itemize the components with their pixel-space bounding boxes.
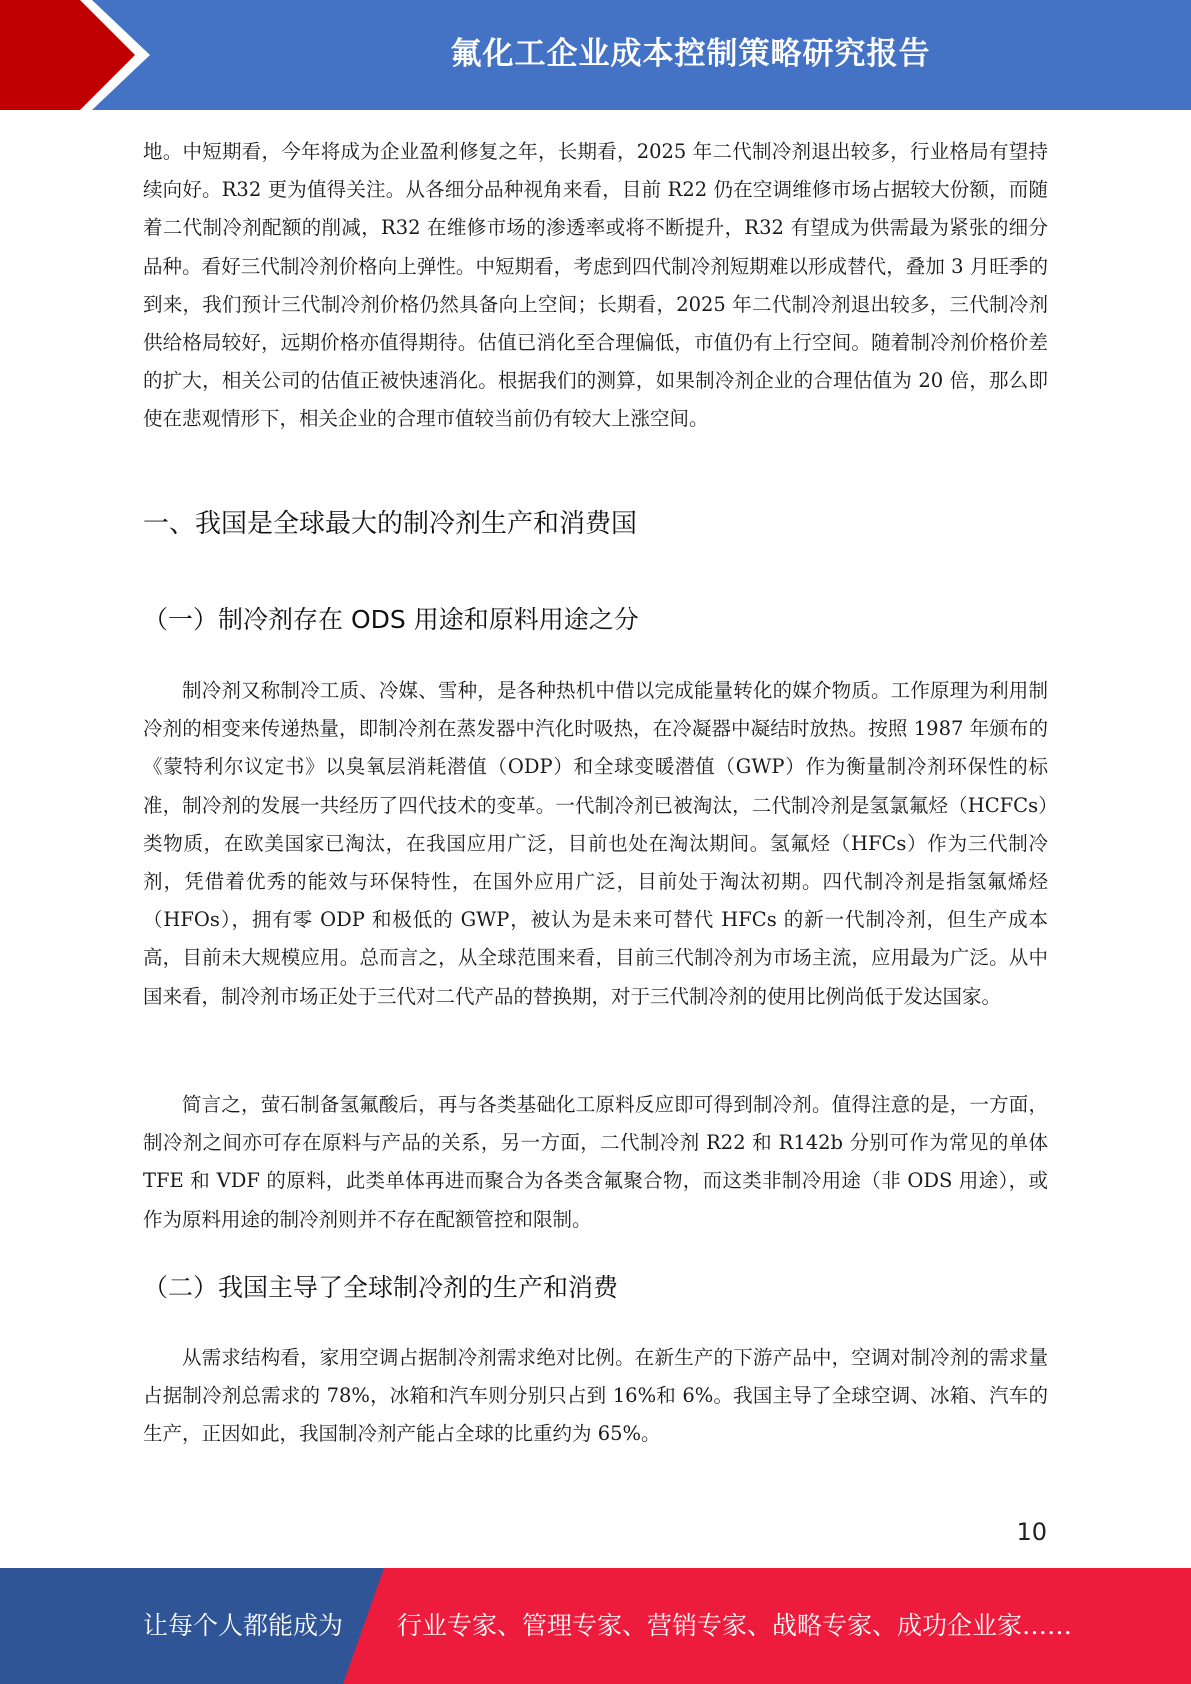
subsection-heading-1: （一）制冷剂存在 ODS 用途和原料用途之分 — [143, 605, 639, 634]
paragraph-refrigerant-definition: 制冷剂又称制冷工质、冷媒、雪种，是各种热机中借以完成能量转化的媒介物质。工作原理为利用制冷剂的相变来传递热量，即制冷剂在蒸发器中汽化时吸热，在冷凝器中凝结时放热。按照 1987 年颁布的《蒙特利尔议定书》以臭氧层消耗潜值（ODP）和全球变暖潜值（GWP）作为衡量制冷剂环保性的标准，制冷剂的发展一共经历了四代技术的变革。一代制冷剂已被淘汰，二代制冷剂是氢氯氟烃（HCFCs）类物质，在欧美国家已淘汰，在我国应用广泛，目前也处在淘汰期间。氢氟烃（HFCs）作为三代制冷剂，凭借着优秀的能效与环保特性，在国外应用广泛，目前处于淘汰初期。四代制冷剂是指氢氟烯烃（HFOs），拥有零 ODP 和极低的 GWP，被认为是未来可替代 HFCs 的新一代制冷剂，但生产成本高，目前未大规模应用。总而言之，从全球范围来看，目前三代制冷剂为市场主流，应用最为广泛。从中国来看，制冷剂市场正处于三代对二代产品的替换期，对于三代制冷剂的使用比例尚低于发达国家。 — [143, 679, 1048, 1008]
subsection-1-text-2 — [143, 1086, 1048, 1239]
report-title: 氟化工企业成本控制策略研究报告 — [450, 35, 931, 72]
page-header — [0, 0, 1191, 110]
footer-slogan-right: 行业专家、管理专家、营销专家、战略专家、成功企业家…… — [397, 1611, 1073, 1640]
subsection-1-text — [143, 672, 1048, 1016]
footer-slogan-left: 让每个人都能成为 — [143, 1611, 344, 1640]
paragraph-intro: 地。中短期看，今年将成为企业盈利修复之年，长期看，2025 年二代制冷剂退出较多，行业格局有望持续向好。R32 更为值得关注。从各细分品种视角来看，目前 R22 仍在空调维修市场占据较大份额，而随着二代制冷剂配额的削减，R32 在维修市场的渗透率或将不断提升，R32 有望成为供需最为紧张的细分品种。看好三代制冷剂价格向上弹性。中短期看，考虑到四代制冷剂短期难以形成替代，叠加 3 月旺季的到来，我们预计三代制冷剂价格仍然具备向上空间；长期看，2025 年二代制冷剂退出较多，三代制冷剂供给格局较好，远期价格亦值得期待。估值已消化至合理偏低，市值仍有上行空间。随着制冷剂价格价差的扩大，相关公司的估值正被快速消化。根据我们的测算，如果制冷剂企业的合理估值为 20 倍，那么即使在悲观情形下，相关企业的合理市值较当前仍有较大上涨空间。 — [143, 140, 1048, 431]
page-number: 10 — [1016, 1518, 1047, 1546]
page-footer — [0, 1568, 1191, 1684]
section-heading-1: 一、我国是全球最大的制冷剂生产和消费国 — [143, 509, 638, 539]
header-chevron-decoration — [0, 0, 150, 110]
paragraph-raw-material-use: 简言之，萤石制备氢氟酸后，再与各类基础化工原料反应即可得到制冷剂。值得注意的是，一方面，制冷剂之间亦可存在原料与产品的关系，另一方面，二代制冷剂 R22 和 R142b 分别可作为常见的单体 TFE 和 VDF 的原料，此类单体再进而聚合为各类含氟聚合物，而这类非制冷用途（非 ODS 用途），或作为原料用途的制冷剂则并不存在配额管控和限制。 — [143, 1093, 1048, 1231]
subsection-2-text — [143, 1339, 1048, 1454]
paragraph-demand-structure: 从需求结构看，家用空调占据制冷剂需求绝对比例。在新生产的下游产品中，空调对制冷剂的需求量占据制冷剂总需求的 78%，冰箱和汽车则分别只占到 16%和 6%。我国主导了全球空调、冰箱、汽车的生产，正因如此，我国制冷剂产能占全球的比重约为 65%。 — [143, 1346, 1048, 1446]
intro-text-block — [143, 133, 1048, 439]
subsection-heading-2: （二）我国主导了全球制冷剂的生产和消费 — [143, 1273, 619, 1302]
